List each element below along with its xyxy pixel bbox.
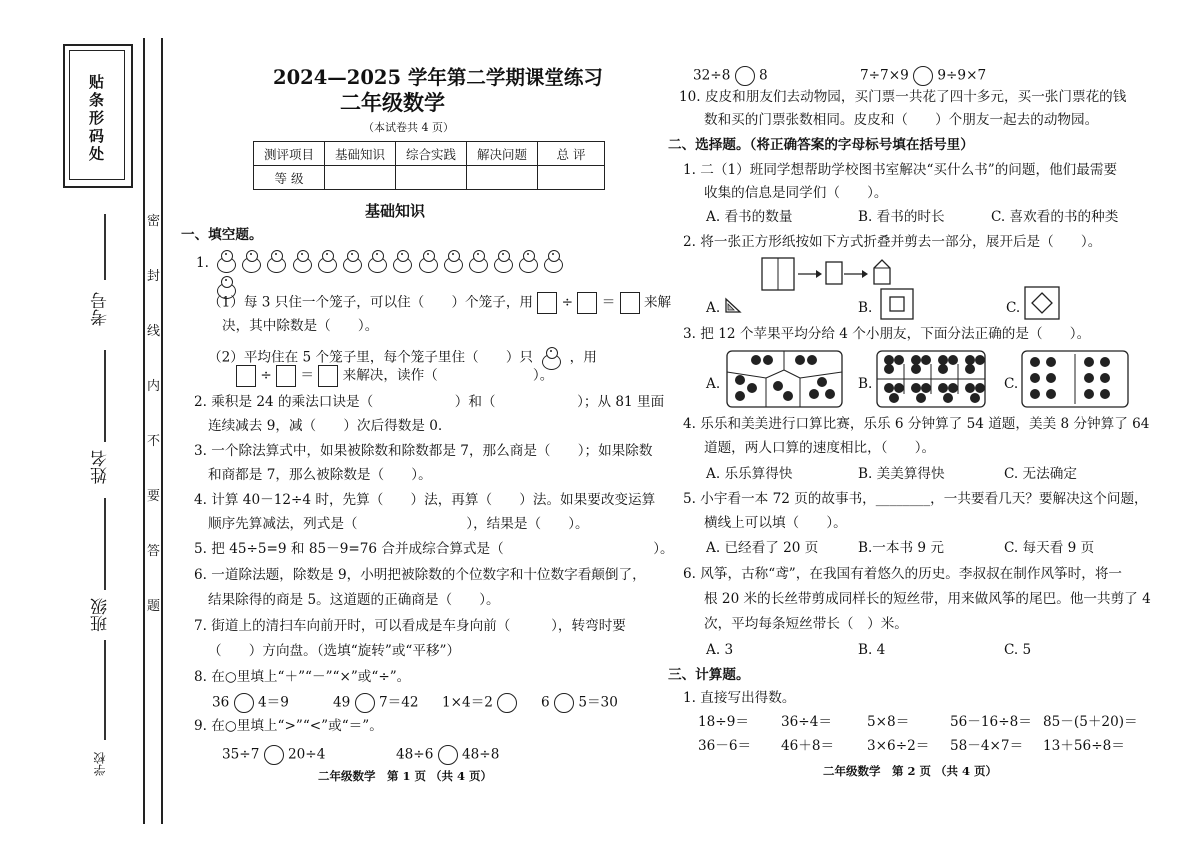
q8-operand: 5＝30: [578, 694, 618, 711]
answer-box[interactable]: [236, 365, 256, 387]
school-line[interactable]: [104, 640, 106, 740]
seal-char: 答: [147, 544, 161, 559]
c4-option-a[interactable]: A. 乐乐算得快: [706, 466, 793, 482]
q4-line2: 顺序先算减法，列式是（ ），结果是（ ）。: [208, 516, 589, 532]
answer-circle[interactable]: [264, 745, 284, 765]
calc-heading: 1. 直接写出得数。: [683, 690, 796, 706]
grade-table: [253, 141, 605, 190]
apple-icon: [911, 355, 921, 365]
c2-option-a-figure[interactable]: [724, 296, 742, 314]
q2-line1: 2. 乘积是 24 的乘法口诀是（ ）和（ ）；从 81 里面: [194, 394, 665, 410]
apple-icon: [938, 355, 948, 365]
q8-expr-1: [212, 693, 289, 713]
seal-char: 题: [147, 599, 161, 614]
q1-1-text-c: 决，其中除数是（ ）。: [222, 318, 379, 334]
c6-line3: 次，平均每条短丝带长（ ）米。: [704, 616, 908, 632]
q7-line1: 7. 街道上的清扫车向前开时，可以看成是车身向前（ ），转弯时要: [194, 618, 626, 634]
chick-icon: [468, 250, 488, 272]
q1-1-text-b: 来解: [643, 294, 672, 311]
c3-option-c[interactable]: C.: [1004, 376, 1019, 392]
c2-option-a[interactable]: A.: [706, 300, 721, 316]
chick-icon: [392, 250, 412, 272]
apple-icon: [783, 391, 793, 401]
seal-line-text: [147, 210, 159, 650]
apple-icon: [773, 381, 783, 391]
apple-icon: [884, 355, 894, 365]
chick-icon: [342, 250, 362, 272]
chick-row: [216, 250, 586, 276]
answer-circle[interactable]: [355, 693, 375, 713]
q9-operand: 35÷7: [222, 746, 260, 763]
seal-char: 要: [147, 489, 161, 504]
chick-icon: [418, 250, 438, 272]
c4-option-b[interactable]: B. 美美算得快: [858, 466, 945, 482]
c2-line: 2. 将一张正方形纸按如下方式折叠并剪去一部分，展开后是（ ）。: [683, 234, 1102, 250]
q7-line2: （ ）方向盘。（选填“旋转”或“平移”）: [208, 643, 461, 659]
q1-2-text-a: （2）平均住在 5 个笼子里，每个笼子里住（ ）只: [208, 349, 534, 366]
apple-icon: [735, 391, 745, 401]
apple-icon: [1030, 389, 1040, 399]
apple-icon: [807, 355, 817, 365]
q2-line2: 连续减去 9，减（ ）次后得数是 0.: [208, 418, 443, 434]
apple-icon: [916, 393, 926, 403]
grade-header: 总 评: [538, 142, 605, 166]
answer-circle[interactable]: [554, 693, 574, 713]
c1-option-c[interactable]: C. 喜欢看的书的种类: [991, 209, 1119, 225]
apple-icon: [943, 393, 953, 403]
apple-icon: [884, 383, 894, 393]
apple-icon: [948, 383, 958, 393]
answer-box[interactable]: [620, 292, 640, 314]
exam-no-label: 考号: [91, 292, 111, 326]
answer-box[interactable]: [276, 365, 296, 387]
page2-footer: 二年级数学 第 2 页 （共 4 页）: [823, 764, 998, 778]
apple-icon: [1100, 389, 1110, 399]
q1-2-formula: ÷ ＝ 来解决，读作（ ）。: [236, 365, 553, 387]
c4-option-c[interactable]: C. 无法确定: [1004, 466, 1077, 482]
calc-item[interactable]: 46＋8＝: [781, 738, 835, 754]
subject-title: 二年级数学: [340, 90, 445, 115]
q8-operand: 49: [333, 694, 351, 711]
chick-icon: [241, 250, 261, 272]
q8-operand: 36: [212, 694, 230, 711]
answer-box[interactable]: [577, 292, 597, 314]
class-line[interactable]: [104, 498, 106, 590]
grade-cell[interactable]: [467, 166, 538, 190]
apple-icon: [921, 383, 931, 393]
q8-expr-2: [333, 693, 419, 713]
c6-line1: 6. 风筝，古称“鸢”，在我国有着悠久的历史。李叔叔在制作风筝时，将一: [683, 566, 1123, 582]
apple-icon: [747, 383, 757, 393]
q6-line1: 6. 一道除法题，除数是 9，小明把被除数的个位数字和十位数字看颠倒了，: [194, 567, 646, 583]
apple-icon: [1030, 373, 1040, 383]
q3-line1: 3. 一个除法算式中，如果被除数和除数都是 7，那么商是（ ）；如果除数: [194, 443, 653, 459]
c5-option-b[interactable]: B.一本书 9 元: [858, 540, 944, 556]
apple-icon: [911, 383, 921, 393]
chick-icon: [317, 250, 337, 272]
q9-operand: 48÷8: [462, 746, 500, 763]
apple-icon: [894, 383, 904, 393]
q9-operand: 7÷7×9: [860, 67, 909, 84]
c6-option-a[interactable]: A. 3: [706, 642, 734, 658]
apple-icon: [809, 389, 819, 399]
q1-2-text-b: ，用: [569, 349, 597, 366]
grade-header: 基础知识: [325, 142, 396, 166]
calc-item[interactable]: 3×6÷2＝: [867, 738, 930, 754]
school-label: 学校: [93, 752, 107, 776]
q8-instruction: 8. 在○里填上“＋”“－”“×”或“÷”。: [194, 669, 411, 685]
q8-operand: 1×4＝2: [442, 694, 493, 711]
chick-icon: [493, 250, 513, 272]
c6-option-c[interactable]: C. 5: [1004, 642, 1032, 658]
q1-number: 1.: [196, 255, 209, 271]
apple-icon: [911, 364, 921, 374]
chick-icon: [367, 250, 387, 272]
q9-instruction: 9. 在○里填上“>”“<”或“＝”。: [194, 718, 383, 734]
q8-operand: 4＝9: [257, 694, 289, 711]
exam-title: 2024—2025 学年第二学期课堂练习: [273, 66, 603, 89]
part1-heading: 一、填空题。: [181, 227, 263, 243]
c2-option-c[interactable]: C.: [1006, 300, 1021, 316]
q3-line2: 和商都是 7，那么被除数是（ ）。: [208, 467, 432, 483]
answer-circle[interactable]: [234, 693, 254, 713]
grade-cell[interactable]: [538, 166, 605, 190]
c3-line: 3. 把 12 个苹果平均分给 4 个小朋友，下面分法正确的是（ ）。: [683, 326, 1091, 342]
part3-heading: 三、计算题。: [668, 667, 750, 683]
seal-char: 封: [147, 269, 161, 284]
apple-icon: [1084, 357, 1094, 367]
c4-line2: 道题，两人口算的速度相比，（ ）。: [704, 440, 936, 456]
apple-icon: [1084, 373, 1094, 383]
apples-figure-c[interactable]: [1021, 350, 1129, 408]
c2-option-b-figure[interactable]: [880, 288, 914, 320]
calc-item[interactable]: 5×8＝: [867, 714, 910, 730]
apple-icon: [1084, 389, 1094, 399]
name-line[interactable]: [104, 350, 106, 442]
q8-expr-4: [541, 693, 618, 713]
c2-option-c-figure[interactable]: [1024, 286, 1060, 320]
apple-icon: [948, 355, 958, 365]
apple-icon: [921, 355, 931, 365]
calc-item[interactable]: 36÷4＝: [781, 714, 832, 730]
c6-option-b[interactable]: B. 4: [858, 642, 886, 658]
q8-expr-3: [442, 693, 517, 713]
q1-2-text-c: 来解决，读作（ ）。: [342, 367, 554, 384]
page-count-note: （本试卷共 4 页）: [363, 121, 454, 134]
seal-char: 密: [147, 214, 161, 229]
apple-icon: [1046, 373, 1056, 383]
calc-item[interactable]: 85－(5＋20)＝: [1043, 714, 1138, 730]
c1-option-b[interactable]: B. 看书的时长: [858, 209, 945, 225]
apple-icon: [1046, 357, 1056, 367]
c2-option-b[interactable]: B.: [858, 300, 873, 316]
q10-line2: 数和买的门票张数相同。皮皮和（ ）个朋友一起去的动物园。: [704, 112, 1099, 128]
grade-header: 测评项目: [254, 142, 325, 166]
answer-circle[interactable]: [497, 693, 517, 713]
chick-icon: [518, 250, 538, 272]
q1-1-text-a: （1）每 3 只住一个笼子，可以住（ ）个笼子，用: [208, 294, 534, 311]
binding-line-right: [161, 38, 163, 824]
apple-icon: [884, 364, 894, 374]
c5-line1: 5. 小宇看一本 72 页的故事书，________，一共要看几天？要解决这个问题，: [683, 491, 1148, 507]
calc-item[interactable]: 36－6＝: [698, 738, 752, 754]
q1-1-text: （1）每 3 只住一个笼子，可以住（ ）个笼子，用 ÷ ＝ 来解: [208, 292, 671, 314]
c1-line2: 收集的信息是同学们（ ）。: [704, 185, 888, 201]
q6-line2: 结果除得的商是 5。这道题的正确商是（ ）。: [208, 592, 500, 608]
barcode-label: 贴条形码处: [87, 74, 105, 164]
seal-char: 内: [147, 379, 161, 394]
chick-icon: [216, 250, 236, 272]
seal-char: 不: [147, 434, 161, 449]
q9-expr-1: [222, 745, 325, 765]
answer-circle[interactable]: [735, 66, 755, 86]
q8-operand: 7＝42: [378, 694, 419, 711]
q4-line1: 4. 计算 40－12÷4 时，先算（ ）法，再算（ ）法。如果要改变运算: [194, 492, 656, 508]
q9-operand: 8: [759, 67, 768, 84]
apple-icon: [938, 383, 948, 393]
apple-icon: [735, 375, 745, 385]
apple-icon: [1100, 357, 1110, 367]
q9-expr-2: [396, 745, 499, 765]
apple-icon: [1100, 373, 1110, 383]
chick-icon: [266, 250, 286, 272]
grade-cell[interactable]: [396, 166, 467, 190]
apple-icon: [938, 364, 948, 374]
apples-figure-b[interactable]: [876, 350, 986, 408]
answer-box[interactable]: [537, 292, 557, 314]
section-heading: 基础知识: [365, 202, 426, 220]
apple-icon: [751, 355, 761, 365]
c1-option-a[interactable]: A. 看书的数量: [706, 209, 793, 225]
binding-line-left: [143, 38, 145, 824]
c5-option-a[interactable]: A. 已经看了 20 页: [706, 540, 819, 556]
c1-line1: 1. 二（1）班同学想帮助学校图书室解决“买什么书”的问题，他们最需要: [683, 162, 1118, 178]
q8-operand: 6: [541, 694, 550, 711]
apple-icon: [763, 355, 773, 365]
apple-icon: [975, 383, 985, 393]
q5-line: 5. 把 45÷5=9 和 85－9=76 合并成综合算式是（ ）。: [194, 541, 674, 557]
apple-icon: [795, 355, 805, 365]
p2-top-expr-1: [693, 66, 768, 86]
apple-icon: [825, 389, 835, 399]
name-label: 姓名: [91, 450, 111, 484]
apple-icon: [889, 393, 899, 403]
part2-heading: 二、选择题。（将正确答案的字母标号填在括号里）: [668, 137, 974, 153]
calc-item[interactable]: 58－4×7＝: [950, 738, 1024, 754]
calc-item[interactable]: 18÷9＝: [698, 714, 749, 730]
grade-header: 综合实践: [396, 142, 467, 166]
seal-char: 线: [147, 324, 161, 339]
apple-icon: [1046, 389, 1056, 399]
p2-top-expr-2: [860, 66, 986, 86]
grade-cell[interactable]: [325, 166, 396, 190]
q9-operand: 48÷6: [396, 746, 434, 763]
grade-header: 解决问题: [467, 142, 538, 166]
class-label: 班级: [91, 598, 111, 632]
apple-icon: [965, 355, 975, 365]
answer-box[interactable]: [318, 365, 338, 387]
apple-icon: [817, 377, 827, 387]
q9-operand: 32÷8: [693, 67, 731, 84]
grade-row-label: 等 级: [254, 166, 325, 190]
q9-operand: 20÷4: [288, 746, 326, 763]
apple-icon: [970, 393, 980, 403]
c5-option-c[interactable]: C. 每天看 9 页: [1004, 540, 1095, 556]
apple-icon: [894, 355, 904, 365]
c6-line2: 根 20 米的长丝带剪成同样长的短丝带，用来做风筝的尾巴。他一共剪了 4: [704, 591, 1151, 607]
apple-icon: [975, 355, 985, 365]
chick-icon: [292, 250, 312, 272]
calc-item[interactable]: 13＋56÷8＝: [1043, 738, 1125, 754]
calc-item[interactable]: 56－16÷8＝: [950, 714, 1032, 730]
c4-line1: 4. 乐乐和美美进行口算比赛，乐乐 6 分钟算了 54 道题，美美 8 分钟算了 64: [683, 416, 1150, 432]
chick-icon: [443, 250, 463, 272]
c3-option-a[interactable]: A.: [706, 376, 721, 392]
chick-icon: [543, 250, 563, 272]
apple-icon: [1030, 357, 1040, 367]
q9-operand: 9÷9×7: [937, 67, 987, 84]
answer-circle[interactable]: [438, 745, 458, 765]
page1-footer: 二年级数学 第 1 页 （共 4 页）: [318, 769, 493, 783]
apple-icon: [965, 383, 975, 393]
exam-no-line[interactable]: [104, 214, 106, 280]
answer-circle[interactable]: [913, 66, 933, 86]
c5-line2: 横线上可以填（ ）。: [704, 515, 847, 531]
q10-line1: 10. 皮皮和朋友们去动物园，买门票一共花了四十多元，买一张门票花的钱: [679, 89, 1127, 105]
apples-figure-a[interactable]: [726, 350, 843, 408]
c3-option-b[interactable]: B.: [858, 376, 873, 392]
apple-icon: [965, 364, 975, 374]
